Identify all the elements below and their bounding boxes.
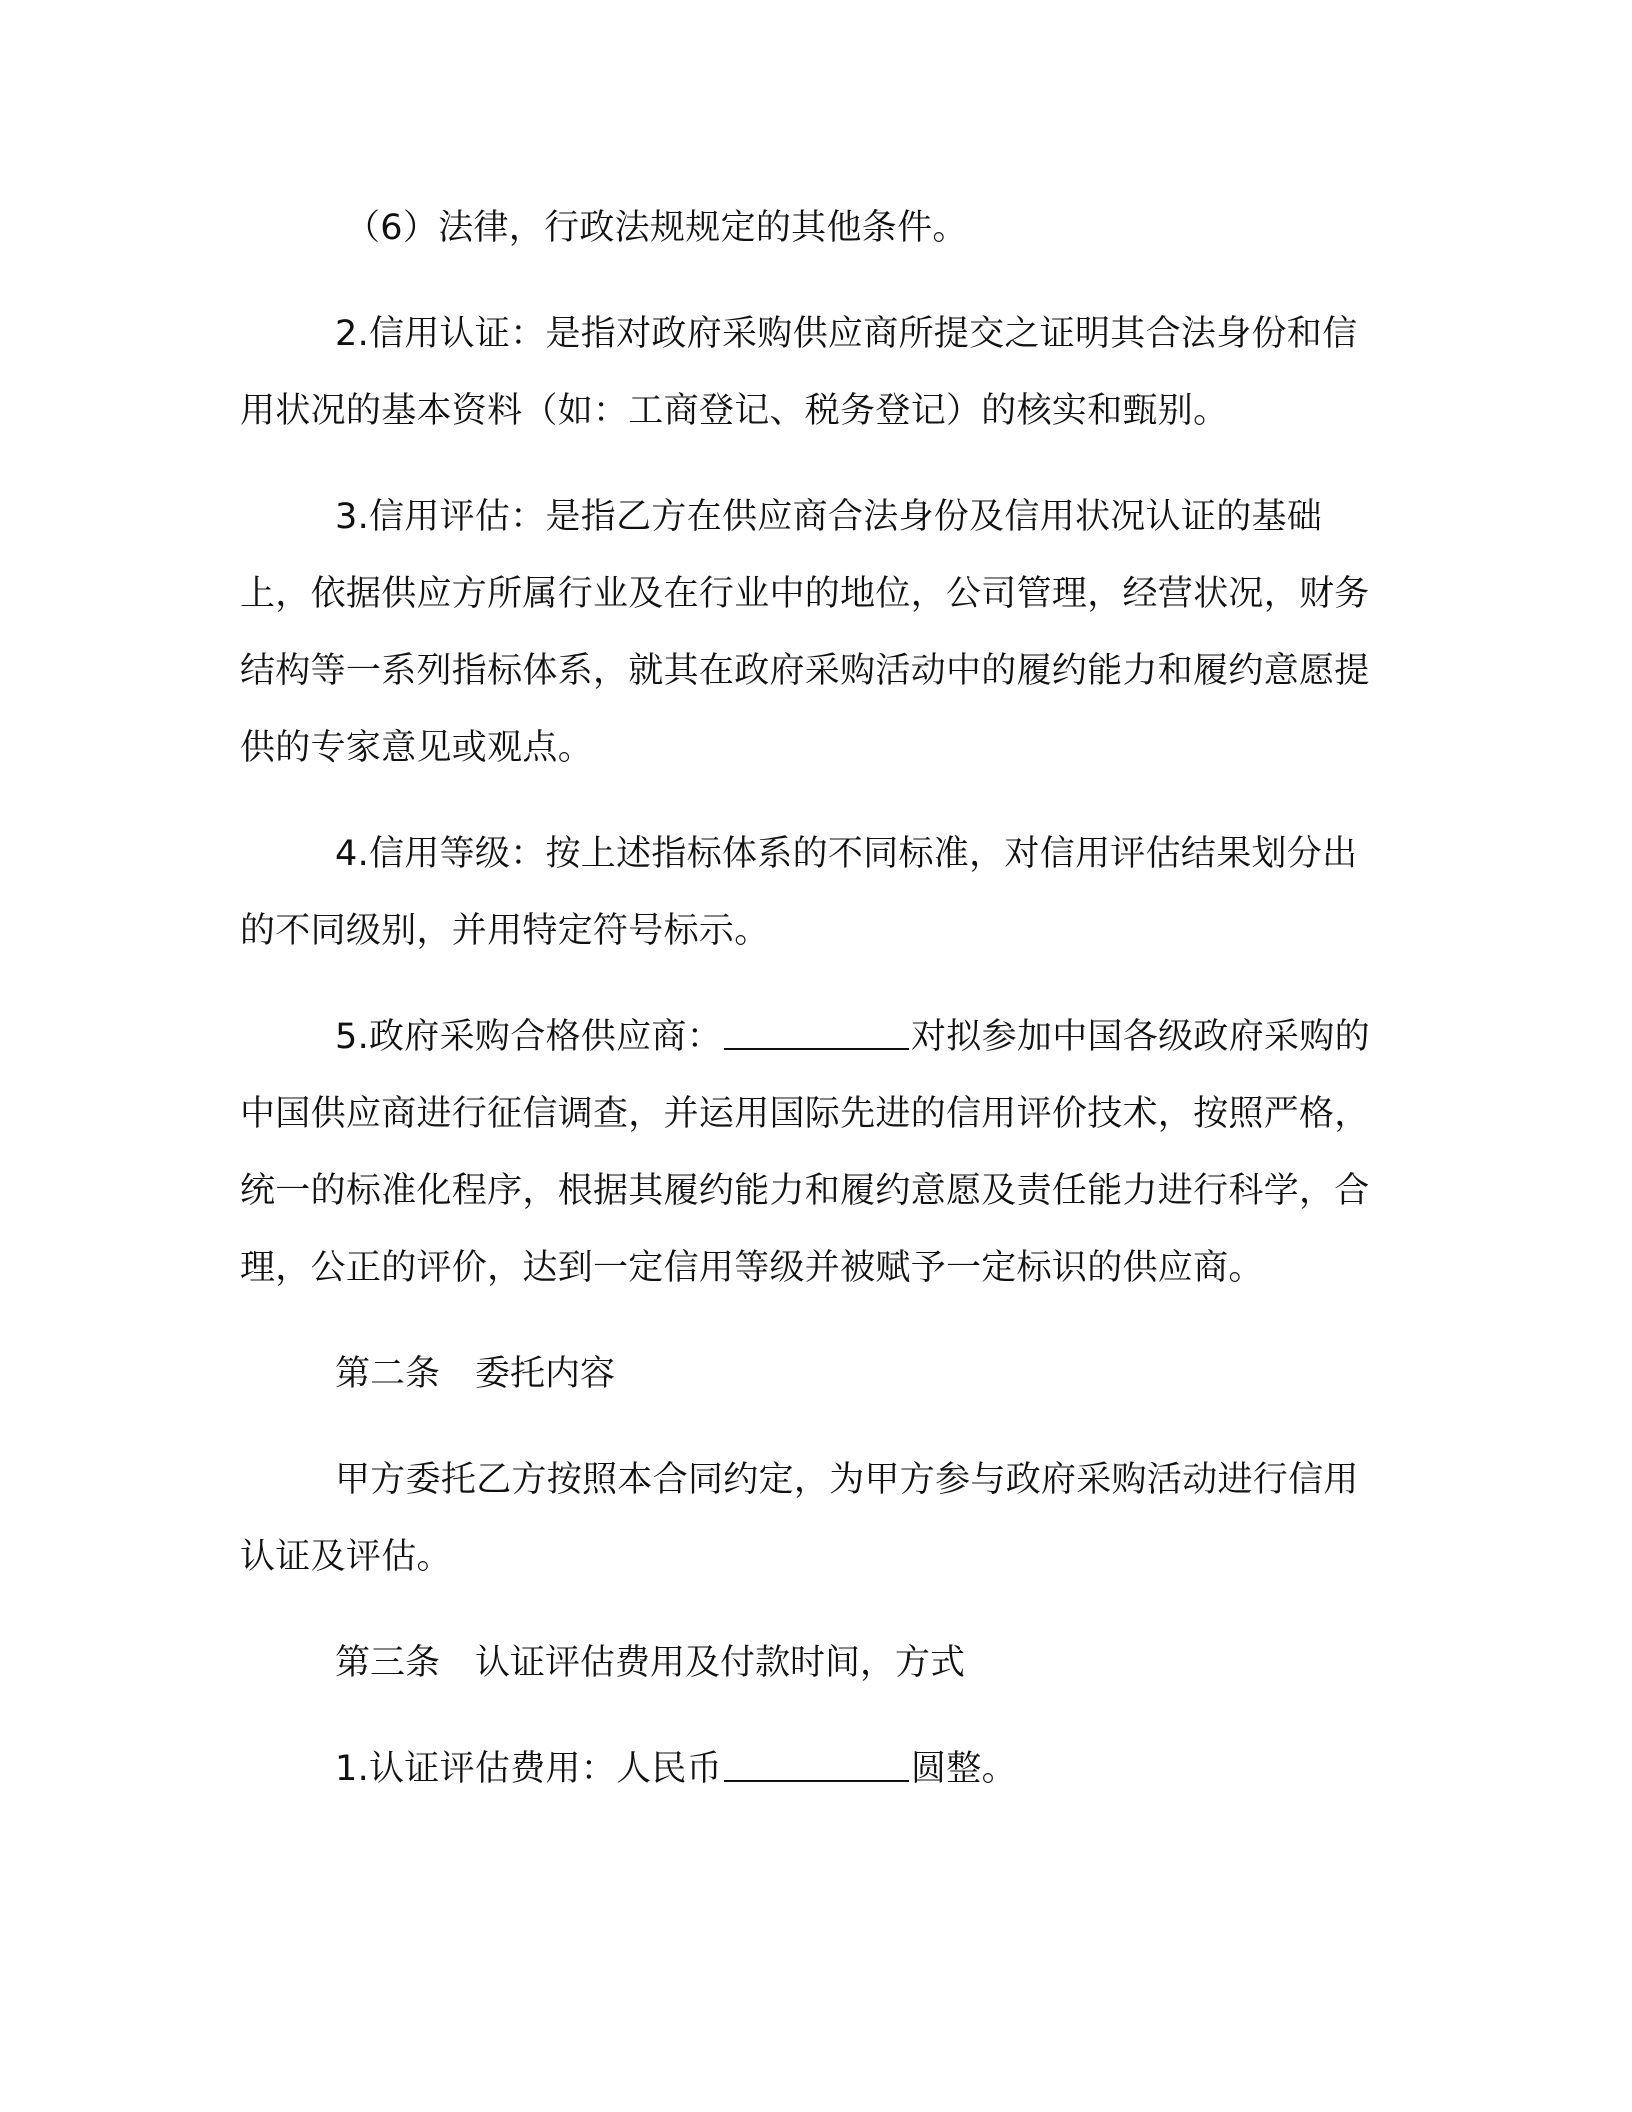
document-body [240, 190, 1370, 1837]
blank-line [724, 1018, 909, 1050]
fee-suffix: 圆整。 [911, 1749, 1017, 1789]
article-2-heading: 第二条 委托内容 [335, 1354, 616, 1394]
definition-credit-certification: 2.信用认证：是指对政府采购供应商所提交之证明其合法身份和信用状况的基本资料（如：工商登记、税务登记）的核实和甄别。 [240, 314, 1358, 431]
blank-line [724, 1750, 909, 1782]
fee-clause [240, 1731, 1370, 1808]
definition-qualified-supplier [240, 999, 1370, 1307]
definition-credit-rating: 4.信用等级：按上述指标体系的不同标准，对信用评估结果划分出的不同级别，并用特定符号标示。 [240, 834, 1358, 951]
fee-label: 1.认证评估费用：人民币 [335, 1749, 722, 1789]
article-2-body: 甲方委托乙方按照本合同约定，为甲方参与政府采购活动进行信用认证及评估。 [240, 1460, 1359, 1577]
qualified-supplier-text: 对拟参加中国各级政府采购的中国供应商进行征信调查，并运用国际先进的信用评价技术，按照严格，统一的标准化程序，根据其履约能力和履约意愿及责任能力进行科学，合理，公正的评价，达到一定信用等级并被赋予一定标识的供应商。 [240, 1017, 1370, 1288]
definition-credit-evaluation: 3.信用评估：是指乙方在供应商合法身份及信用状况认证的基础上，依据供应方所属行业及在行业中的地位，公司管理，经营状况，财务结构等一系列指标体系，就其在政府采购活动中的履约能力和履约意愿提供的专家意见或观点。 [240, 497, 1370, 768]
qualified-supplier-label: 5.政府采购合格供应商： [335, 1017, 722, 1057]
article-3-heading: 第三条 认证评估费用及付款时间，方式 [335, 1643, 966, 1683]
clause-6-other-conditions: （6）法律，行政法规规定的其他条件。 [345, 208, 968, 248]
